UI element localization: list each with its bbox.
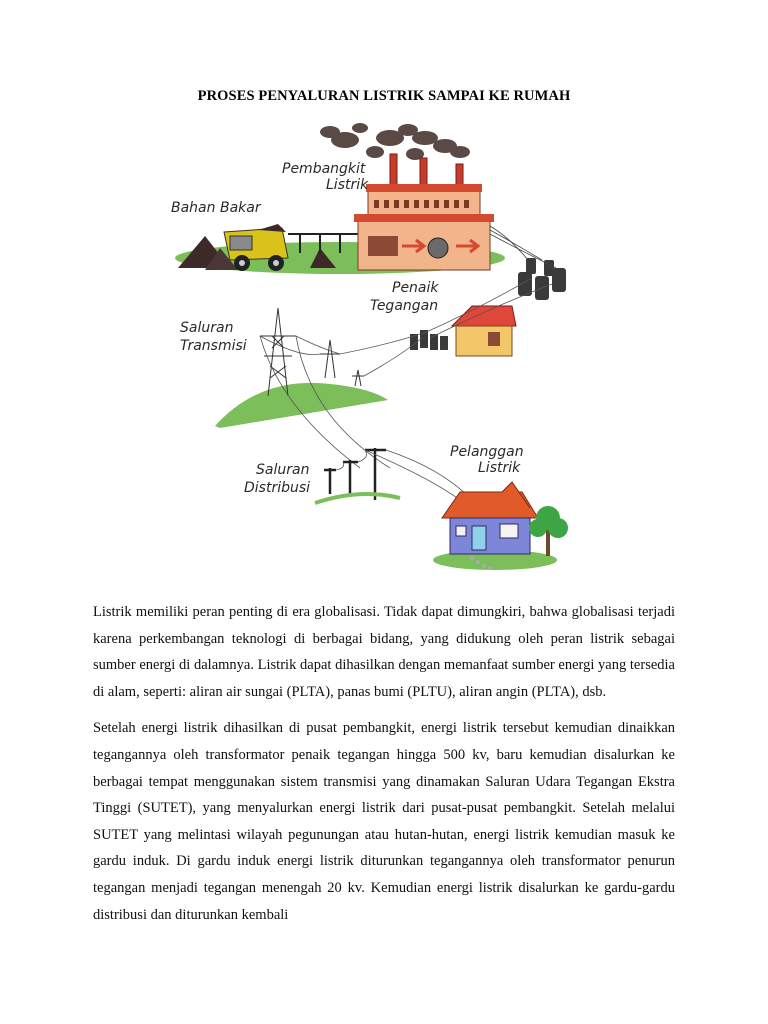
body-text bbox=[93, 599, 675, 938]
label-penaik: Penaik bbox=[392, 280, 439, 296]
label-distribusi-2: Distribusi bbox=[244, 480, 311, 496]
label-transmisi: Saluran bbox=[180, 320, 234, 336]
label-bahan-bakar: Bahan Bakar bbox=[171, 200, 261, 216]
power-distribution-illustration bbox=[160, 108, 590, 580]
transmission-hill bbox=[215, 383, 388, 428]
label-pembangkit: Pembangkit bbox=[282, 161, 366, 177]
step-up-transformer bbox=[518, 258, 566, 300]
label-distribusi: Saluran bbox=[256, 462, 310, 478]
customer-house bbox=[442, 482, 538, 554]
paragraph-2: Setelah energi listrik dihasilkan di pusat pembangkit, energi listrik tersebut kemudian dinaikkan tegangannya oleh transformator penaik tegangan hingga 500 kv, baru kemudian disalurkan ke berbagai tempat menggunakan sistem transmisi yang dinamakan Saluran Udara Tegangan Ekstra Tinggi (SUTET), yang menyalurkan energi listrik dari pusat-pusat pembangkit. Setelah melalui SUTET yang melintasi wilayah pegunungan atau hutan-hutan, energi listrik kemudian masuk ke gardu induk. Di gardu induk energi listrik diturunkan tegangannya oleh transformator penurun tegangan menjadi tegangan menengah 20 kv. Kemudian energi listrik disalurkan ke gardu-gardu distribusi dan diturunkan kembali bbox=[93, 720, 675, 923]
label-penaik-2: Tegangan bbox=[370, 298, 439, 314]
power-plant-building bbox=[354, 184, 494, 270]
distribution-poles bbox=[324, 448, 386, 500]
label-transmisi-2: Transmisi bbox=[180, 338, 247, 354]
label-pelanggan: Pelanggan bbox=[450, 444, 524, 460]
document-title: PROSES PENYALURAN LISTRIK SAMPAI KE RUMAH bbox=[197, 88, 571, 104]
label-pembangkit-2: Listrik bbox=[326, 177, 369, 193]
paragraph-1: Listrik memiliki peran penting di era globalisasi. Tidak dapat dimungkiri, bahwa globalisasi terjadi karena perkembangan teknologi di berbagai bidang, yang didukung oleh peran listrik sebagai sumber energi di dalamnya. Listrik dapat dihasilkan dengan memanfaat sumber energi yang tersedia di alam, seperti: aliran air sungai (PLTA), panas bumi (PLTU), aliran angin (PLTA), dsb. bbox=[93, 604, 675, 700]
label-pelanggan-2: Listrik bbox=[478, 460, 521, 476]
